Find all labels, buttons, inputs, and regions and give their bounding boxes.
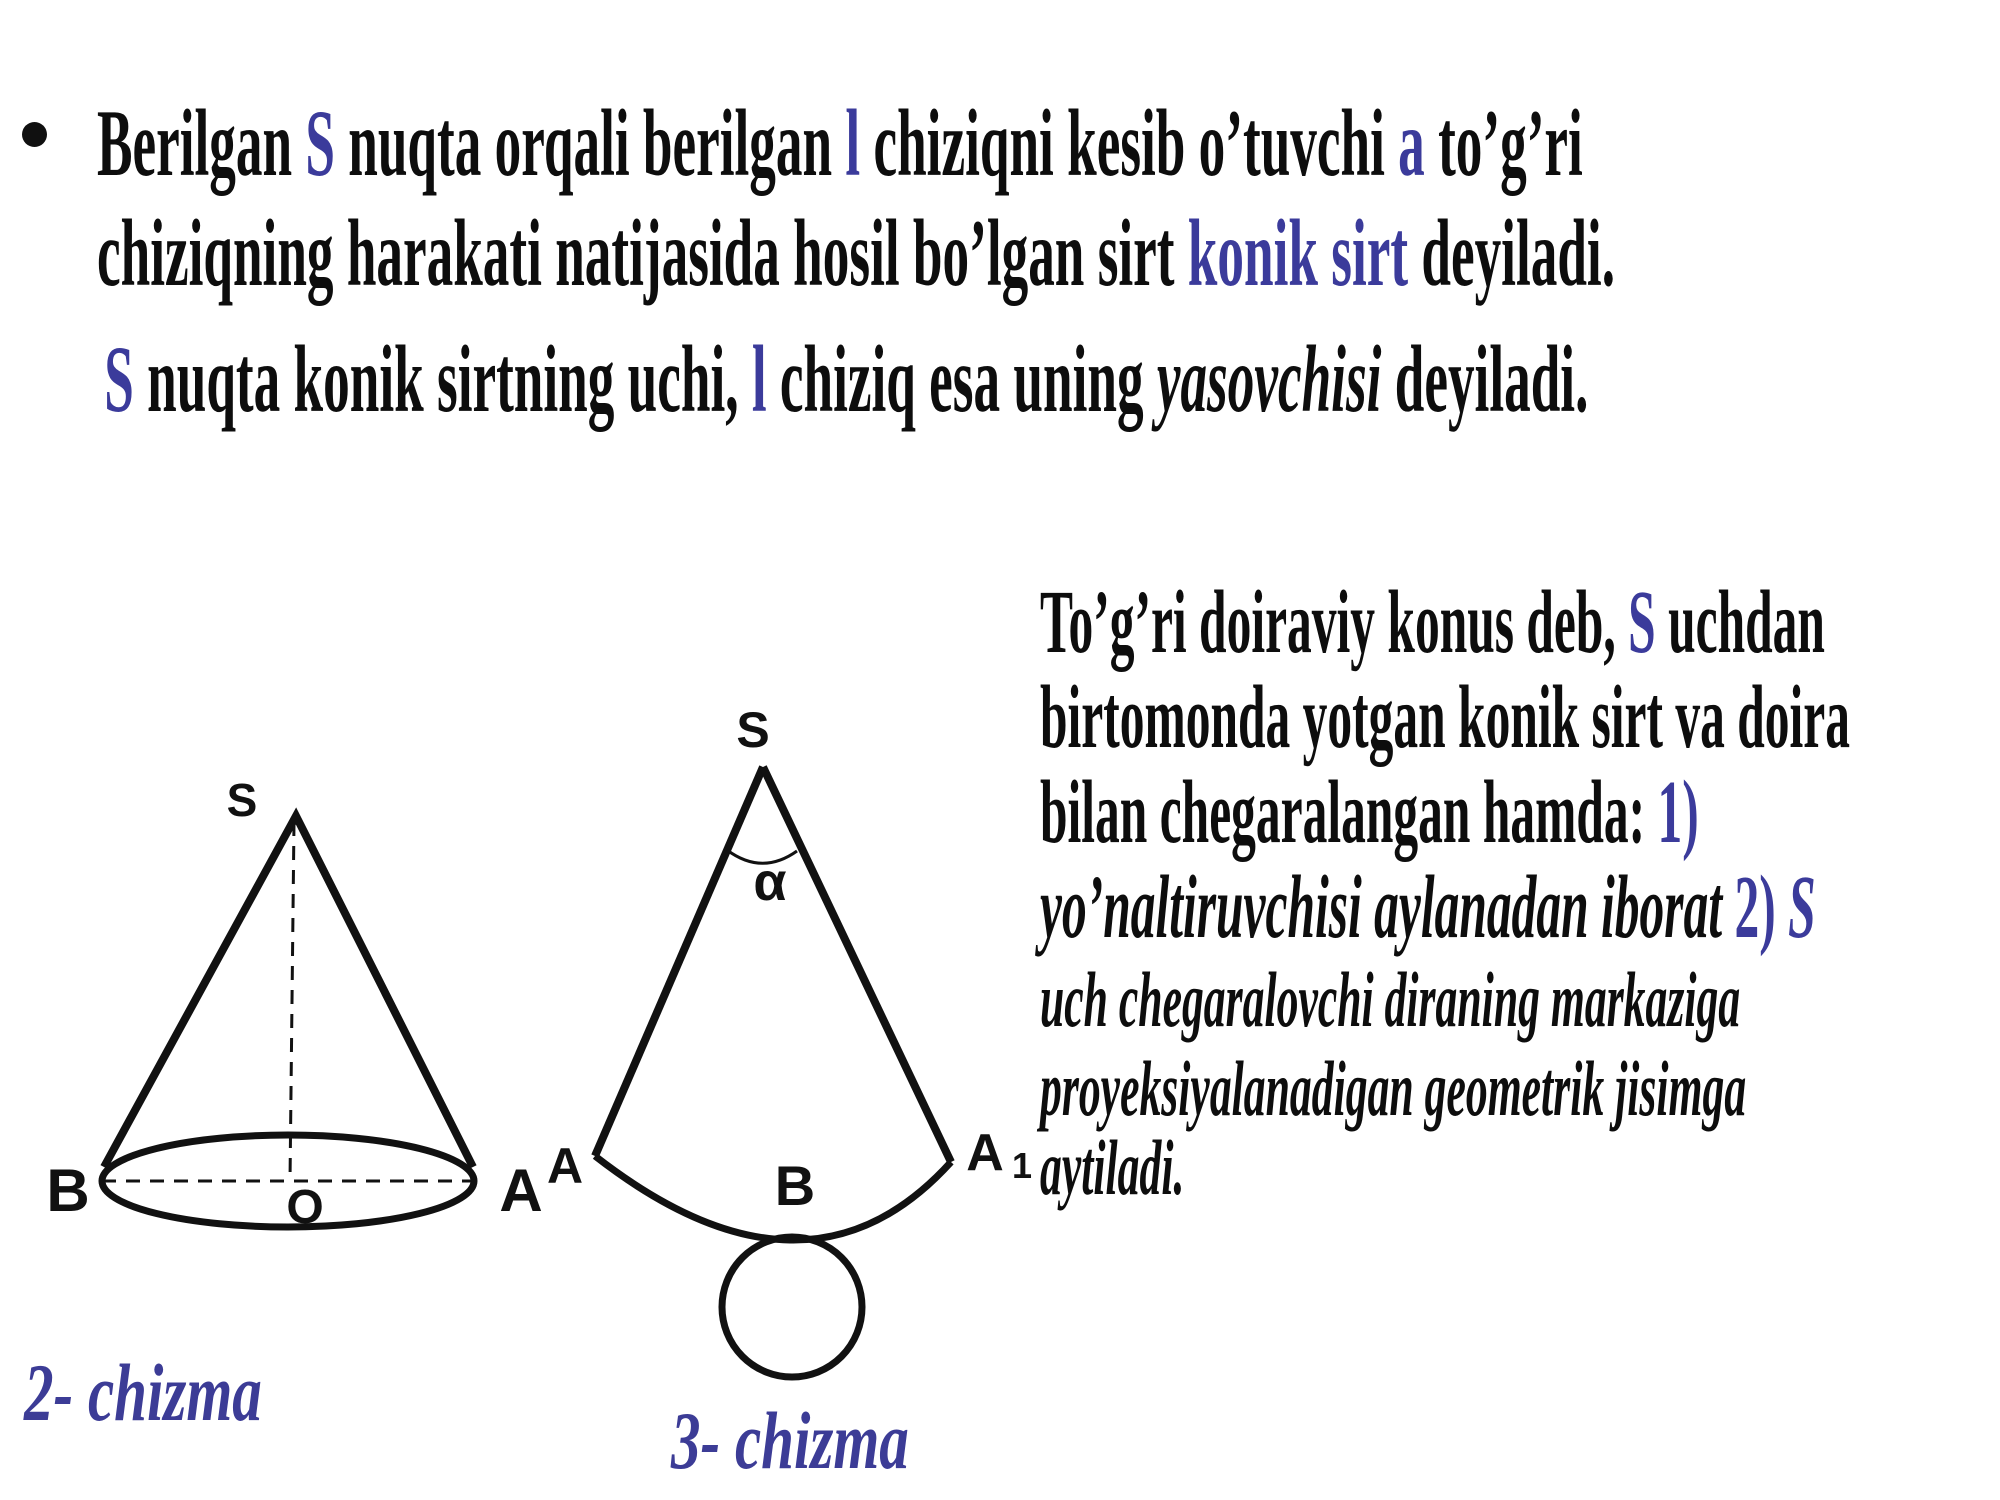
sector-label-a-left: A <box>546 1138 584 1194</box>
sector-base-circle <box>722 1237 862 1377</box>
text-segment: a <box>1398 90 1425 196</box>
text-segment: l <box>845 90 861 196</box>
text-segment: To’g’ri doiraviy konus deb, <box>1040 573 1629 672</box>
sector-caption: 3- chizma <box>671 1395 909 1486</box>
text-segment: 2) <box>1734 858 1789 957</box>
text-segment: chiziqning harakati natijasida hosil bo’lgan sirt <box>97 200 1188 306</box>
sector-label-b: B <box>774 1154 816 1217</box>
sector-diagram <box>547 702 1032 1377</box>
text-segment: deyiladi. <box>1408 200 1616 306</box>
cone-label-o: O <box>286 1181 324 1234</box>
text-segment: l <box>751 326 767 432</box>
text-segment: to’g’ri <box>1424 90 1583 196</box>
text-segment: aytiladi. <box>1040 1124 1185 1211</box>
cone-label-a: A <box>499 1157 543 1224</box>
text-segment: konik sirt <box>1187 200 1409 306</box>
text-segment: uchdan <box>1655 573 1825 672</box>
text-segment: nuqta orqali berilgan <box>334 90 846 196</box>
text-segment: chiziqni kesib o’tuvchi <box>860 90 1399 196</box>
sector-label-a-right: A <box>966 1124 1004 1182</box>
cone-label-b: B <box>46 1157 90 1224</box>
text-segment: S <box>305 90 335 196</box>
text-segment: yo’naltiruvchisi aylanadan iborat <box>1040 858 1735 957</box>
sector-left-ray <box>595 767 763 1156</box>
cone-label-s: S <box>226 774 258 826</box>
text-segment: deyiladi. <box>1381 326 1589 432</box>
text-segment: yasovchisi <box>1156 326 1382 432</box>
text-segment: uch chegaralovchi diraning markaziga <box>1040 956 1741 1043</box>
cone-sides <box>104 816 473 1167</box>
text-segment: 1) <box>1657 763 1699 862</box>
cone-diagram <box>46 774 542 1234</box>
sector-label-s: S <box>736 702 770 758</box>
cone-caption: 2- chizma <box>24 1347 262 1438</box>
sector-label-a-right-subscript: 1 <box>1011 1145 1033 1186</box>
sector-arc <box>595 1156 951 1240</box>
text-segment: chiziq esa uning <box>766 326 1157 432</box>
text-segment: nuqta konik sirtning uchi, <box>133 326 752 432</box>
text-segment: S <box>1788 858 1816 957</box>
sector-label-alpha: α <box>753 852 787 912</box>
text-segment: S <box>104 326 134 432</box>
text-segment: proyeksiyalanadigan geometrik jisimga <box>1040 1045 1747 1132</box>
text-segment: S <box>1628 573 1656 672</box>
cone-axis-dashed-line <box>290 822 294 1181</box>
text-segment: Berilgan <box>97 90 306 196</box>
text-segment: birtomonda yotgan konik sirt va doira <box>1040 668 1850 767</box>
sector-right-ray <box>763 767 951 1162</box>
text-segment: bilan chegaralangan hamda: <box>1040 763 1658 862</box>
